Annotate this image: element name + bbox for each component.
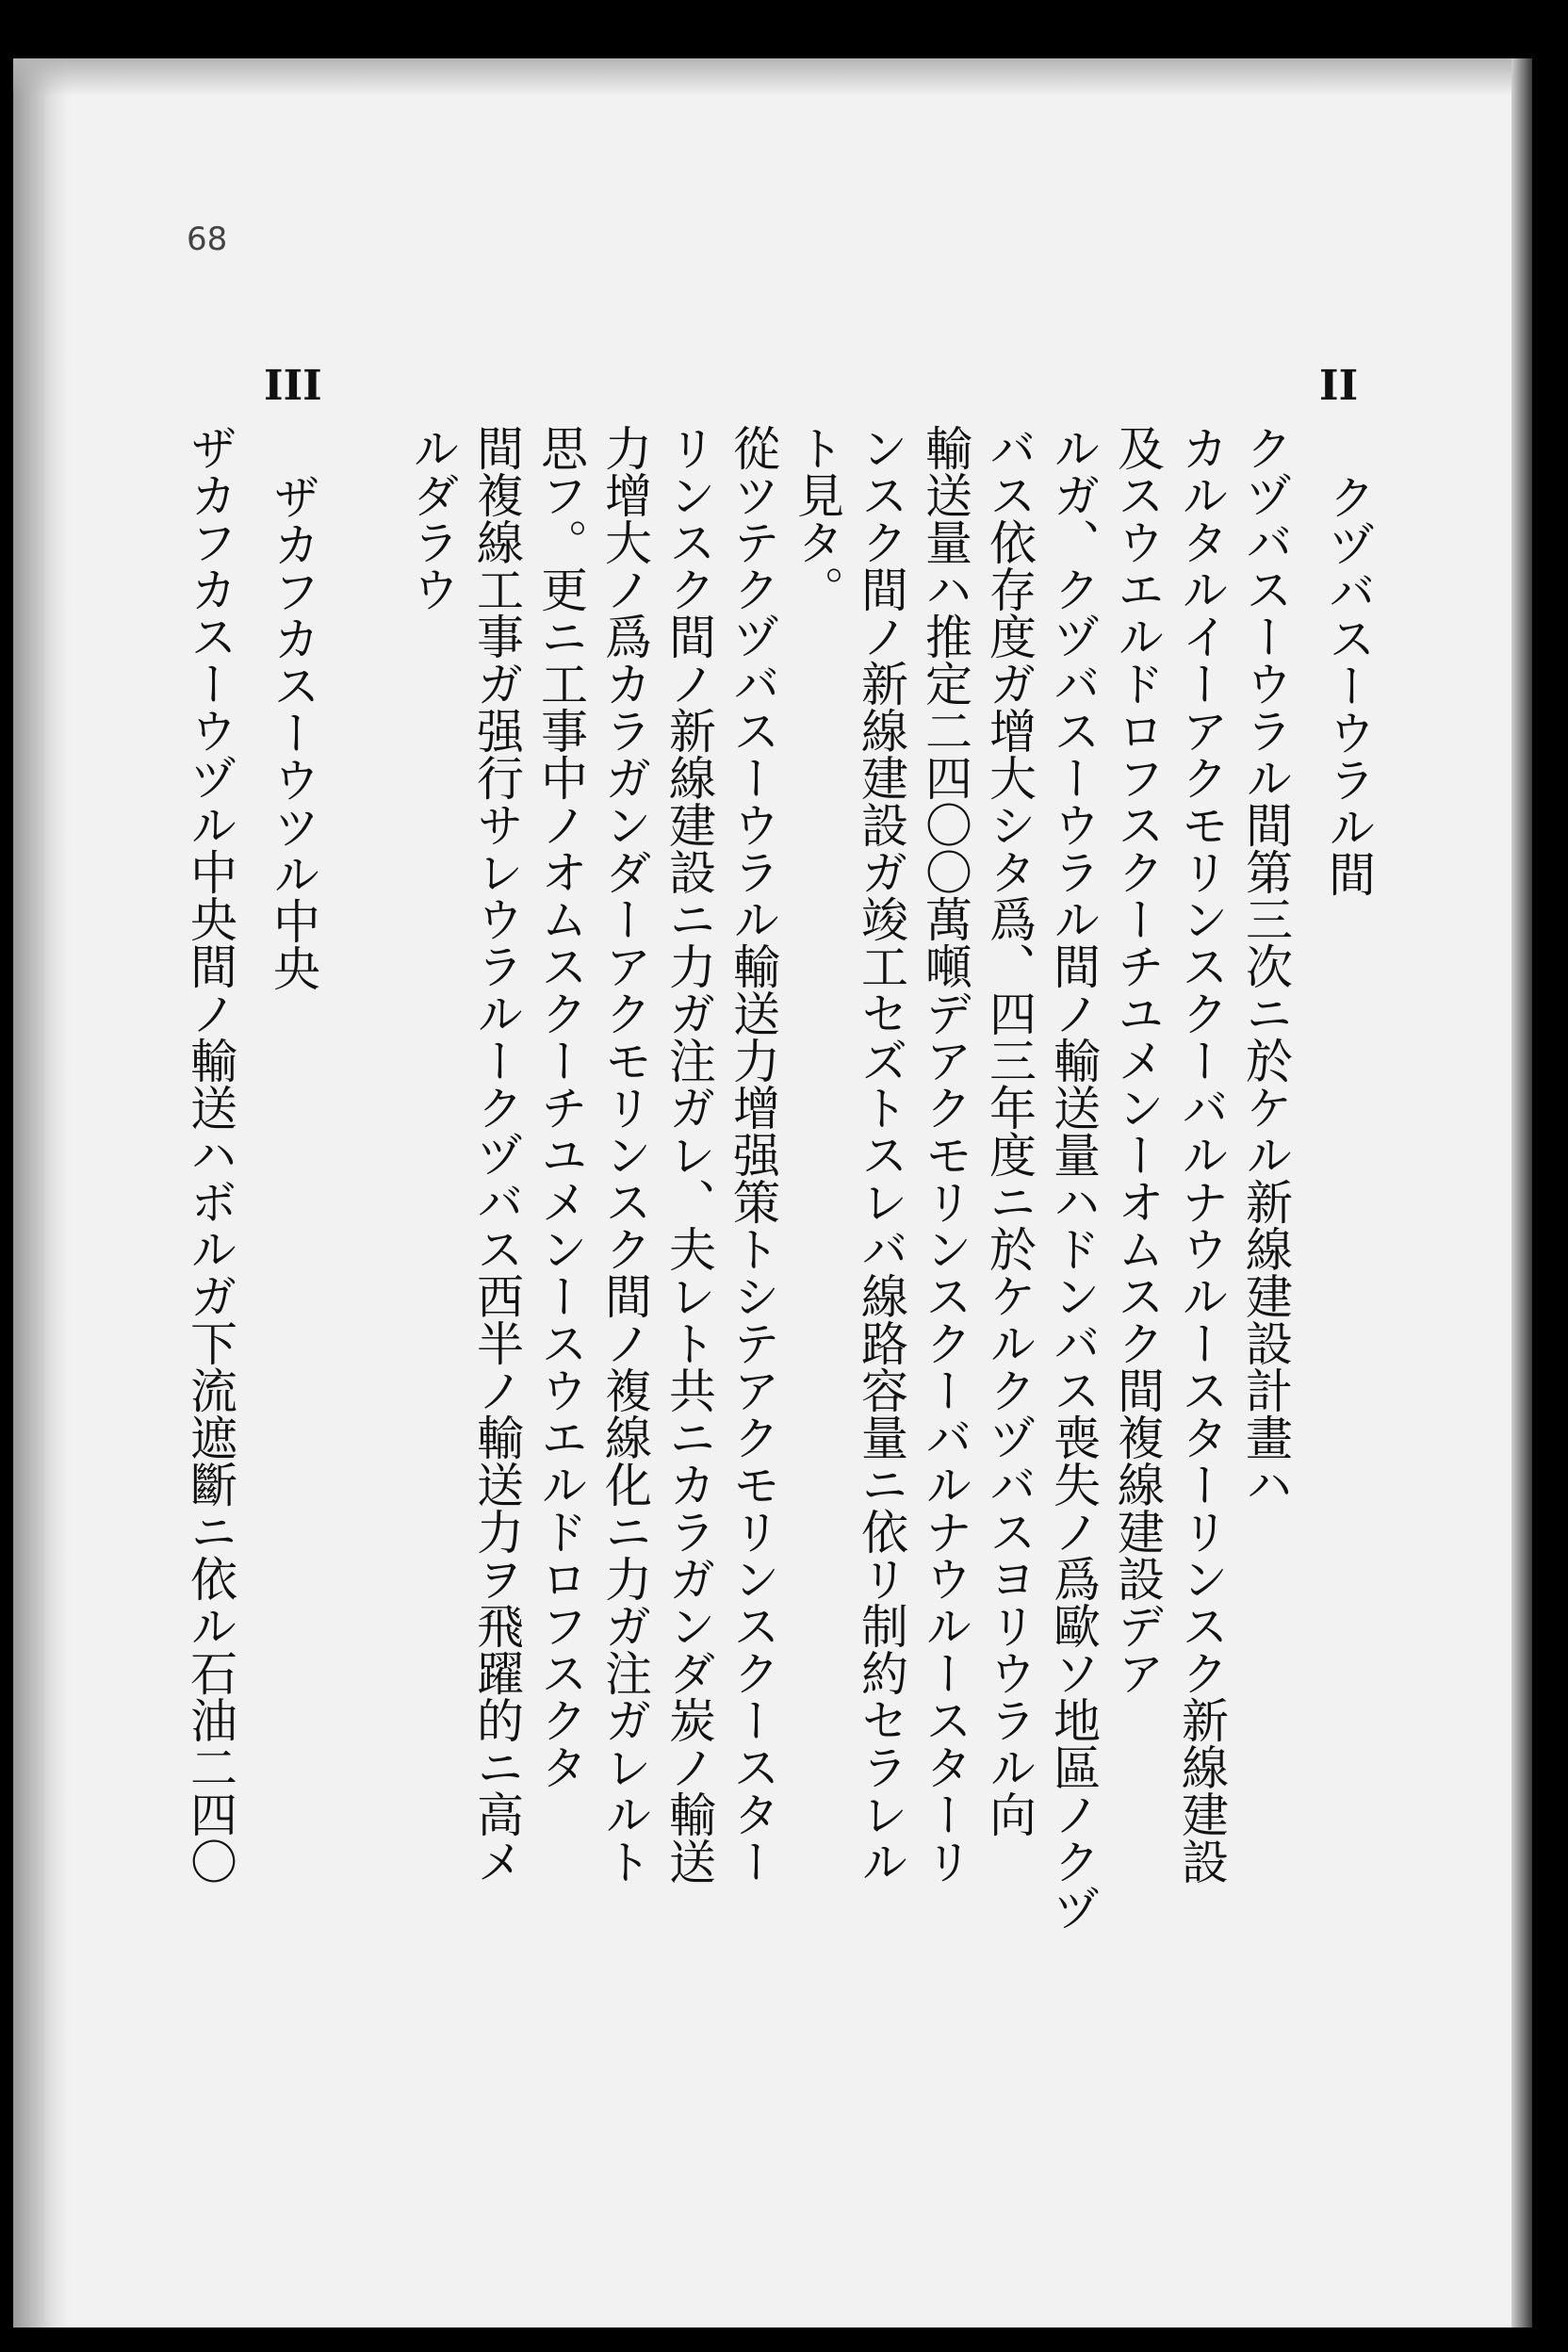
section-title-3: ザカフカスーウツル中央 [266, 473, 320, 991]
text-line: ザカフカスーウヅル中央間ノ輸送ハボルガ下流遮斷ニ依ル石油二四〇 [183, 424, 237, 1885]
text-line: ト見タ。 [790, 424, 844, 612]
text-line: 輸送量ハ推定二四〇〇萬噸デアクモリンスクーバルナウルースターリ [918, 424, 972, 1885]
section-mark-2: II [1319, 362, 1359, 410]
text-line: バス依存度ガ增大シタ爲、四三年度ニ於ケルクヅバスヨリウラル向 [982, 424, 1037, 1838]
section-mark-3: III [264, 362, 322, 410]
top-shadow [13, 58, 1532, 96]
text-line: 力增大ノ爲カラガンダーアクモリンスク間ノ複線化ニ力ガ注ガレルト [597, 424, 652, 1885]
text-line: リンスク間ノ新線建設ニ力ガ注ガレ、夫レト共ニカラガンダ炭ノ輸送 [662, 424, 716, 1885]
text-line: 間複線工事ガ强行サレウラルークヅバス西半ノ輸送力ヲ飛躍的ニ高メ [469, 424, 524, 1885]
page-edge [1511, 58, 1532, 2328]
text-line: 及スウエルドロフスクーチユメンーオムスク間複線建設デア [1110, 424, 1165, 1696]
text-line: 思フ。更ニ工事中ノオムスクーチユメンースウエルドロフスクタ [533, 424, 588, 1790]
spine-shadow [13, 58, 70, 2328]
text-line: ンスク間ノ新線建設ガ竣工セズトスレバ線路容量ニ依リ制約セラレル [854, 424, 908, 1885]
text-line: クヅバスーウラル間第三次ニ於ケル新線建設計畫ハ [1238, 424, 1293, 1508]
text-line: ルガ、クヅバスーウラル間ノ輸送量ハドンバス喪失ノ爲歐ソ地區ノクヅ [1046, 424, 1101, 1932]
text-line: 從ツテクヅバスーウラル輸送力增强策トシテアクモリンスクースター [726, 424, 780, 1885]
section-title-2: クヅバスーウラル間 [1321, 473, 1376, 897]
book-page [13, 58, 1532, 2328]
page-number: 68 [187, 220, 228, 258]
text-line: ルダラウ [405, 424, 460, 612]
text-line: カルタルイーアクモリンスクーバルナウルースターリンスク新線建設 [1174, 424, 1229, 1885]
